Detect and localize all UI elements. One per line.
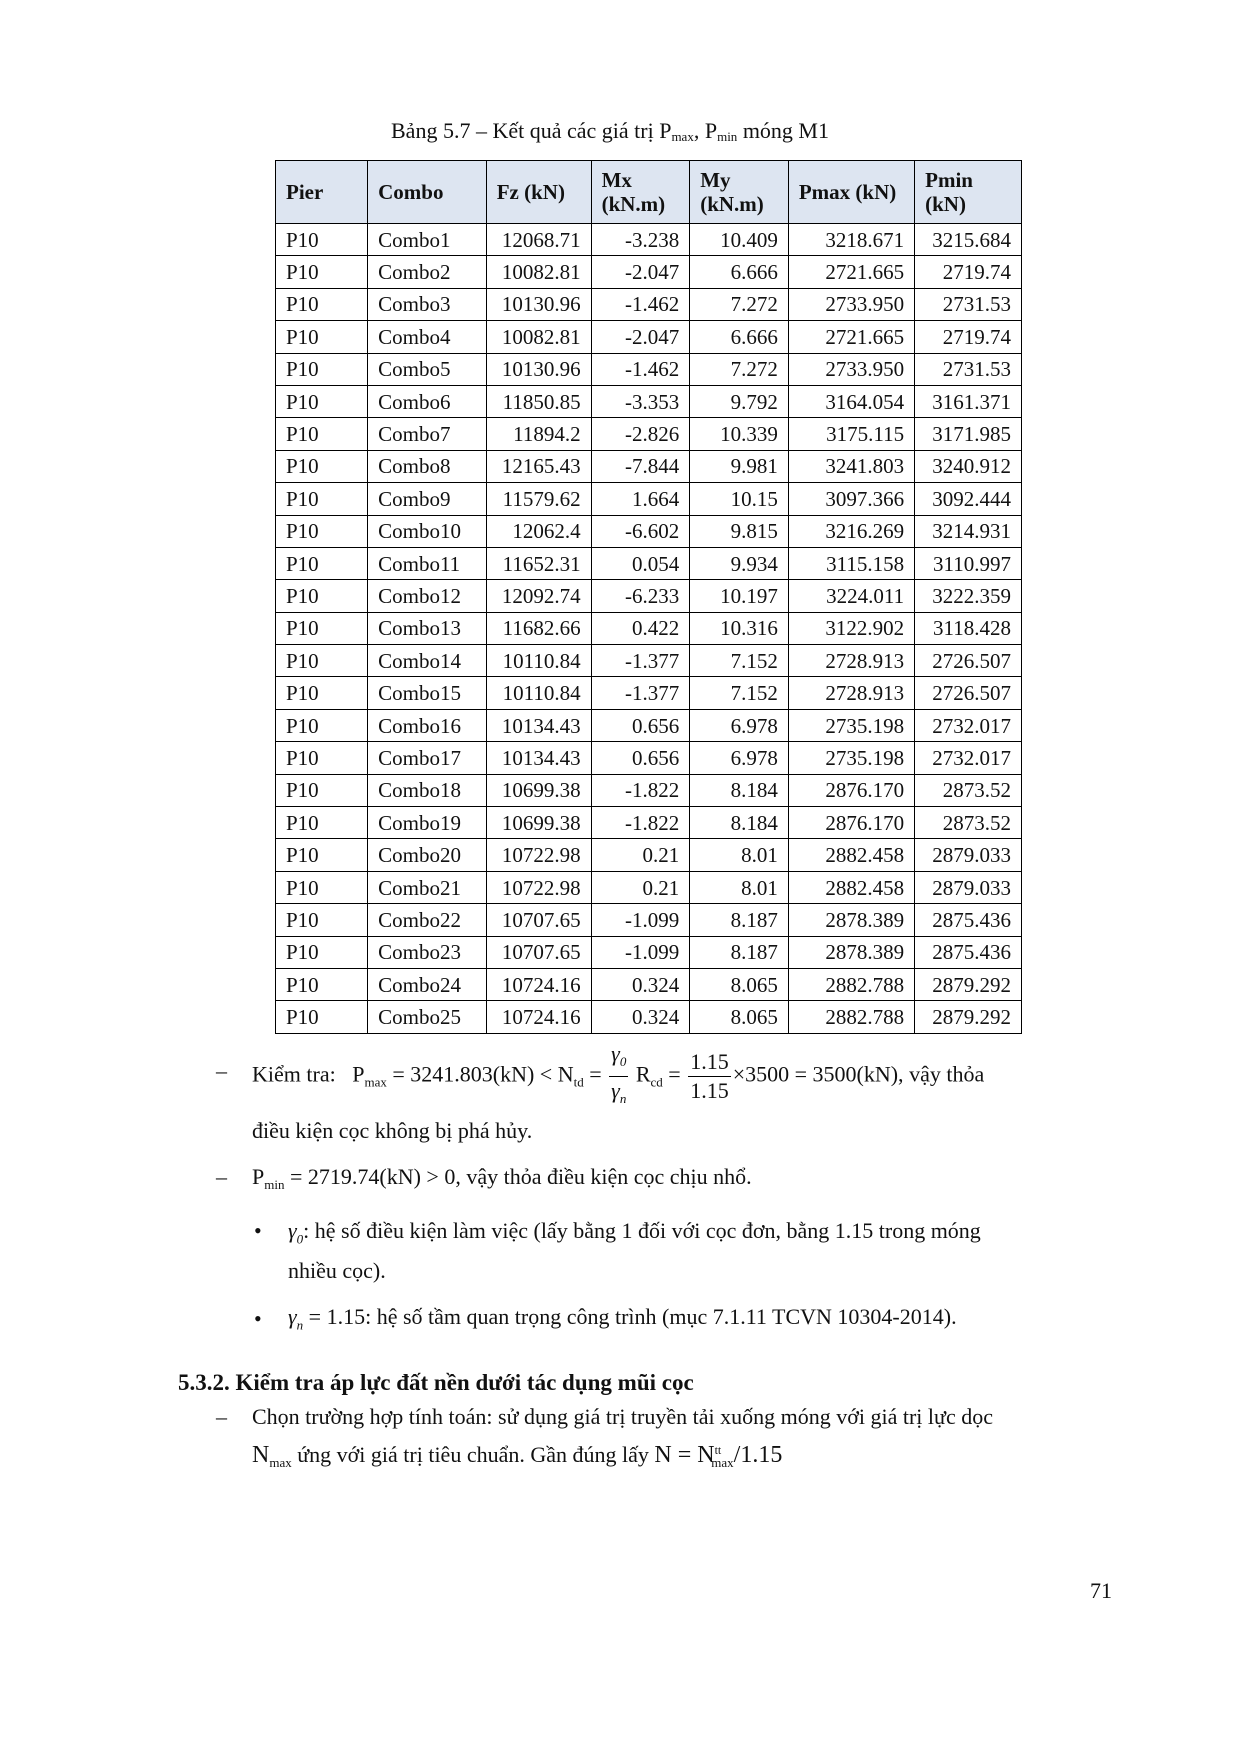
bullet-dot: •	[254, 1306, 262, 1331]
table-cell: Combo1	[368, 224, 487, 256]
table-cell: 2879.033	[915, 839, 1022, 871]
table-cell: Combo21	[368, 871, 487, 903]
paragraph-line-1: Chọn trường hợp tính toán: sử dụng giá trị truyền tải xuống móng với giá trị lực dọc	[252, 1404, 993, 1429]
table-cell: 7.152	[690, 677, 789, 709]
table-row	[276, 968, 1022, 1000]
table-cell: 8.187	[690, 936, 789, 968]
table-cell: -2.047	[591, 256, 690, 288]
table-row	[276, 321, 1022, 353]
table-cell: P10	[276, 709, 368, 741]
table-cell: 10.316	[690, 612, 789, 644]
table-cell: 11682.66	[486, 612, 591, 644]
table-cell: Combo8	[368, 450, 487, 482]
table-cell: P10	[276, 904, 368, 936]
table-cell: Combo2	[368, 256, 487, 288]
table-cell: 2882.788	[788, 1001, 914, 1033]
table-cell: 11652.31	[486, 547, 591, 579]
table-cell: P10	[276, 224, 368, 256]
table-cell: Combo22	[368, 904, 487, 936]
table-cell: 0.656	[591, 709, 690, 741]
table-cell: Combo10	[368, 515, 487, 547]
table-cell: 11894.2	[486, 418, 591, 450]
table-cell: Combo5	[368, 353, 487, 385]
table-cell: 2731.53	[915, 353, 1022, 385]
table-cell: 3215.684	[915, 224, 1022, 256]
table-cell: -1.822	[591, 774, 690, 806]
table-row	[276, 418, 1022, 450]
bullet-gamma0-cont: nhiều cọc).	[288, 1258, 386, 1283]
table-cell: 10.339	[690, 418, 789, 450]
table-row	[276, 547, 1022, 579]
table-cell: 2879.033	[915, 871, 1022, 903]
table-cell: 10699.38	[486, 774, 591, 806]
table-cell: P10	[276, 839, 368, 871]
table-cell: 0.21	[591, 871, 690, 903]
table-row	[276, 483, 1022, 515]
table-cell: 9.981	[690, 450, 789, 482]
table-cell: P10	[276, 256, 368, 288]
table-cell: Combo7	[368, 418, 487, 450]
table-cell: 10724.16	[486, 1001, 591, 1033]
table-cell: Combo18	[368, 774, 487, 806]
bullet-dot: •	[254, 1218, 262, 1243]
table-row	[276, 904, 1022, 936]
table-cell: 2875.436	[915, 904, 1022, 936]
table-cell: -1.099	[591, 904, 690, 936]
table-cell: 2721.665	[788, 256, 914, 288]
table-cell: 9.792	[690, 385, 789, 417]
table-cell: P10	[276, 645, 368, 677]
table-cell: 3218.671	[788, 224, 914, 256]
table-cell: -1.462	[591, 353, 690, 385]
table-cell: Combo13	[368, 612, 487, 644]
table-cell: 2878.389	[788, 904, 914, 936]
table-cell: 10082.81	[486, 256, 591, 288]
table-cell: 9.934	[690, 547, 789, 579]
table-cell: 0.422	[591, 612, 690, 644]
table-cell: Combo15	[368, 677, 487, 709]
table-row	[276, 645, 1022, 677]
table-cell: 2726.507	[915, 645, 1022, 677]
table-cell: P10	[276, 677, 368, 709]
col-header: Fz (kN)	[486, 161, 591, 224]
table-row	[276, 450, 1022, 482]
table-cell: Combo6	[368, 385, 487, 417]
table-cell: -1.377	[591, 645, 690, 677]
table-cell: Combo14	[368, 645, 487, 677]
table-cell: 2873.52	[915, 807, 1022, 839]
table-cell: 7.272	[690, 288, 789, 320]
table-cell: 10722.98	[486, 839, 591, 871]
col-header: Pmax (kN)	[788, 161, 914, 224]
table-cell: P10	[276, 612, 368, 644]
table-cell: 0.656	[591, 742, 690, 774]
table-cell: 10699.38	[486, 807, 591, 839]
table-cell: 8.184	[690, 774, 789, 806]
table-cell: 0.054	[591, 547, 690, 579]
table-row	[276, 709, 1022, 741]
table-cell: P10	[276, 483, 368, 515]
table-cell: 2879.292	[915, 968, 1022, 1000]
table-cell: Combo17	[368, 742, 487, 774]
table-cell: 2728.913	[788, 677, 914, 709]
table-cell: 8.01	[690, 839, 789, 871]
bullet-gamma0: $\gamma_0$: hệ số điều kiện làm việc (lấy bằng 1 đối với cọc đơn, bằng 1.15 trong móng	[288, 1218, 981, 1247]
table-cell: 6.978	[690, 742, 789, 774]
table-cell: 7.272	[690, 353, 789, 385]
paragraph-line-2: $N_{max}$ ứng với giá trị tiêu chuẩn. Gần đúng lấy $N = N^{tt}_{max}/1.15$	[252, 1442, 783, 1470]
table-cell: 3222.359	[915, 580, 1022, 612]
table-cell: Combo11	[368, 547, 487, 579]
table-cell: P10	[276, 547, 368, 579]
col-header: Combo	[368, 161, 487, 224]
table-cell: Combo9	[368, 483, 487, 515]
table-cell: 3092.444	[915, 483, 1022, 515]
table-header-row	[276, 161, 1022, 224]
table-cell: P10	[276, 871, 368, 903]
list-dash: –	[216, 1404, 227, 1429]
table-cell: P10	[276, 385, 368, 417]
table-cell: Combo25	[368, 1001, 487, 1033]
table-cell: -1.822	[591, 807, 690, 839]
table-cell: 3115.158	[788, 547, 914, 579]
table-cell: 3216.269	[788, 515, 914, 547]
table-row	[276, 839, 1022, 871]
table-cell: 7.152	[690, 645, 789, 677]
table-cell: 2876.170	[788, 807, 914, 839]
table-row	[276, 807, 1022, 839]
col-header: My (kN.m)	[690, 161, 789, 224]
table-cell: 10.409	[690, 224, 789, 256]
table-cell: 6.666	[690, 321, 789, 353]
table-cell: P10	[276, 321, 368, 353]
table-cell: P10	[276, 968, 368, 1000]
table-row	[276, 288, 1022, 320]
table-cell: P10	[276, 807, 368, 839]
gamma-fraction: $\frac{\gamma_0}{\gamma_n}$	[611, 1041, 627, 1106]
table-cell: 10.15	[690, 483, 789, 515]
table-cell: 12062.4	[486, 515, 591, 547]
table-row	[276, 515, 1022, 547]
table-cell: 2732.017	[915, 709, 1022, 741]
table-cell: 10110.84	[486, 645, 591, 677]
table-row	[276, 224, 1022, 256]
col-header: Pier	[276, 161, 368, 224]
table-cell: -6.233	[591, 580, 690, 612]
col-header: Mx (kN.m)	[591, 161, 690, 224]
table-cell: Combo4	[368, 321, 487, 353]
col-header: Pmin (kN)	[915, 161, 1022, 224]
table-cell: 2882.788	[788, 968, 914, 1000]
table-cell: 10082.81	[486, 321, 591, 353]
table-cell: 2735.198	[788, 709, 914, 741]
table-cell: 2733.950	[788, 353, 914, 385]
table-cell: 3110.997	[915, 547, 1022, 579]
table-cell: 2721.665	[788, 321, 914, 353]
table-cell: 12092.74	[486, 580, 591, 612]
table-cell: 6.978	[690, 709, 789, 741]
table-cell: -3.353	[591, 385, 690, 417]
table-row	[276, 612, 1022, 644]
table-cell: 2719.74	[915, 321, 1022, 353]
table-cell: Combo3	[368, 288, 487, 320]
list-dash: –	[216, 1058, 227, 1083]
table-cell: 3175.115	[788, 418, 914, 450]
table-cell: -6.602	[591, 515, 690, 547]
results-table	[275, 160, 1022, 1034]
check-pmax-conclusion: điều kiện cọc không bị phá hủy.	[252, 1118, 533, 1143]
list-dash: –	[216, 1164, 227, 1189]
table-cell: -2.826	[591, 418, 690, 450]
table-cell: 2731.53	[915, 288, 1022, 320]
table-cell: 2726.507	[915, 677, 1022, 709]
table-cell: 10130.96	[486, 288, 591, 320]
table-row	[276, 1001, 1022, 1033]
table-cell: 2719.74	[915, 256, 1022, 288]
table-cell: 10110.84	[486, 677, 591, 709]
table-cell: 12068.71	[486, 224, 591, 256]
table-cell: -1.377	[591, 677, 690, 709]
table-cell: Combo20	[368, 839, 487, 871]
table-cell: 2879.292	[915, 1001, 1022, 1033]
table-caption: Bảng 5.7 – Kết quả các giá trị $P_{max}$, $P_{min}$ móng M1	[391, 118, 829, 144]
table-cell: 12165.43	[486, 450, 591, 482]
table-row	[276, 385, 1022, 417]
table-cell: 9.815	[690, 515, 789, 547]
table-cell: 0.21	[591, 839, 690, 871]
table-cell: -3.238	[591, 224, 690, 256]
table-cell: 3241.803	[788, 450, 914, 482]
table-cell: 3161.371	[915, 385, 1022, 417]
table-body	[276, 224, 1022, 1034]
table-row	[276, 256, 1022, 288]
table-row	[276, 580, 1022, 612]
table-cell: 2882.458	[788, 839, 914, 871]
table-cell: 8.187	[690, 904, 789, 936]
table-cell: 2876.170	[788, 774, 914, 806]
table-cell: 2873.52	[915, 774, 1022, 806]
table-cell: 8.01	[690, 871, 789, 903]
table-cell: P10	[276, 742, 368, 774]
ratio-fraction: $\frac{1.15}{1.15}$	[690, 1049, 729, 1103]
table-row	[276, 353, 1022, 385]
table-cell: 10724.16	[486, 968, 591, 1000]
table-cell: 11850.85	[486, 385, 591, 417]
check-pmin-formula: $P_{min} = 2719.74(kN) > 0$, vậy thỏa điều kiện cọc chịu nhổ.	[252, 1164, 752, 1192]
bullet-gamman: $\gamma_n = 1.15$: hệ số tầm quan trọng công trình (mục 7.1.11 TCVN 10304-2014).	[288, 1304, 957, 1333]
table-cell: 2878.389	[788, 936, 914, 968]
table-row	[276, 774, 1022, 806]
table-cell: 10134.43	[486, 709, 591, 741]
table-cell: 0.324	[591, 968, 690, 1000]
table-cell: P10	[276, 353, 368, 385]
table-row	[276, 936, 1022, 968]
table-cell: 2728.913	[788, 645, 914, 677]
section-heading: 5.3.2. Kiểm tra áp lực đất nền dưới tác dụng mũi cọc	[178, 1370, 694, 1395]
table-cell: -1.099	[591, 936, 690, 968]
table-cell: 2733.950	[788, 288, 914, 320]
check-pmax-formula: Kiểm tra: $P_{max} = 3241.803(kN) < N_{td}$ = $\frac{\gamma_0}{\gamma_n}$ $R_{cd}$ = $\frac{1.15}{1.15}$ ×3500 = 3500(kN), vậy thỏa	[252, 1040, 984, 1113]
table-cell: 6.666	[690, 256, 789, 288]
table-cell: -7.844	[591, 450, 690, 482]
table-cell: 10722.98	[486, 871, 591, 903]
table-cell: -1.462	[591, 288, 690, 320]
table-cell: 11579.62	[486, 483, 591, 515]
table-cell: 2735.198	[788, 742, 914, 774]
table-cell: -2.047	[591, 321, 690, 353]
table-cell: 2875.436	[915, 936, 1022, 968]
table-cell: 10707.65	[486, 904, 591, 936]
table-cell: P10	[276, 1001, 368, 1033]
table-cell: P10	[276, 580, 368, 612]
table-cell: P10	[276, 418, 368, 450]
table-cell: P10	[276, 936, 368, 968]
table-cell: 10.197	[690, 580, 789, 612]
table-cell: Combo19	[368, 807, 487, 839]
table-cell: 3224.011	[788, 580, 914, 612]
table-row	[276, 677, 1022, 709]
table-cell: 0.324	[591, 1001, 690, 1033]
table-cell: 3118.428	[915, 612, 1022, 644]
table-cell: 3164.054	[788, 385, 914, 417]
table-cell: P10	[276, 288, 368, 320]
page-number: 71	[1090, 1578, 1112, 1603]
table-cell: 3171.985	[915, 418, 1022, 450]
table-cell: Combo16	[368, 709, 487, 741]
table-cell: 8.065	[690, 968, 789, 1000]
table-cell: 8.065	[690, 1001, 789, 1033]
table-row	[276, 871, 1022, 903]
table-cell: 10707.65	[486, 936, 591, 968]
table-cell: P10	[276, 450, 368, 482]
table-cell: 3097.366	[788, 483, 914, 515]
table-cell: P10	[276, 515, 368, 547]
table-cell: 3214.931	[915, 515, 1022, 547]
table-cell: P10	[276, 774, 368, 806]
table-row	[276, 742, 1022, 774]
table-cell: 8.184	[690, 807, 789, 839]
table-cell: Combo12	[368, 580, 487, 612]
table-cell: 1.664	[591, 483, 690, 515]
table-cell: 10130.96	[486, 353, 591, 385]
table-cell: 3240.912	[915, 450, 1022, 482]
table-cell: 3122.902	[788, 612, 914, 644]
table-cell: 10134.43	[486, 742, 591, 774]
table-cell: Combo23	[368, 936, 487, 968]
table-cell: 2732.017	[915, 742, 1022, 774]
table-cell: 2882.458	[788, 871, 914, 903]
table-cell: Combo24	[368, 968, 487, 1000]
